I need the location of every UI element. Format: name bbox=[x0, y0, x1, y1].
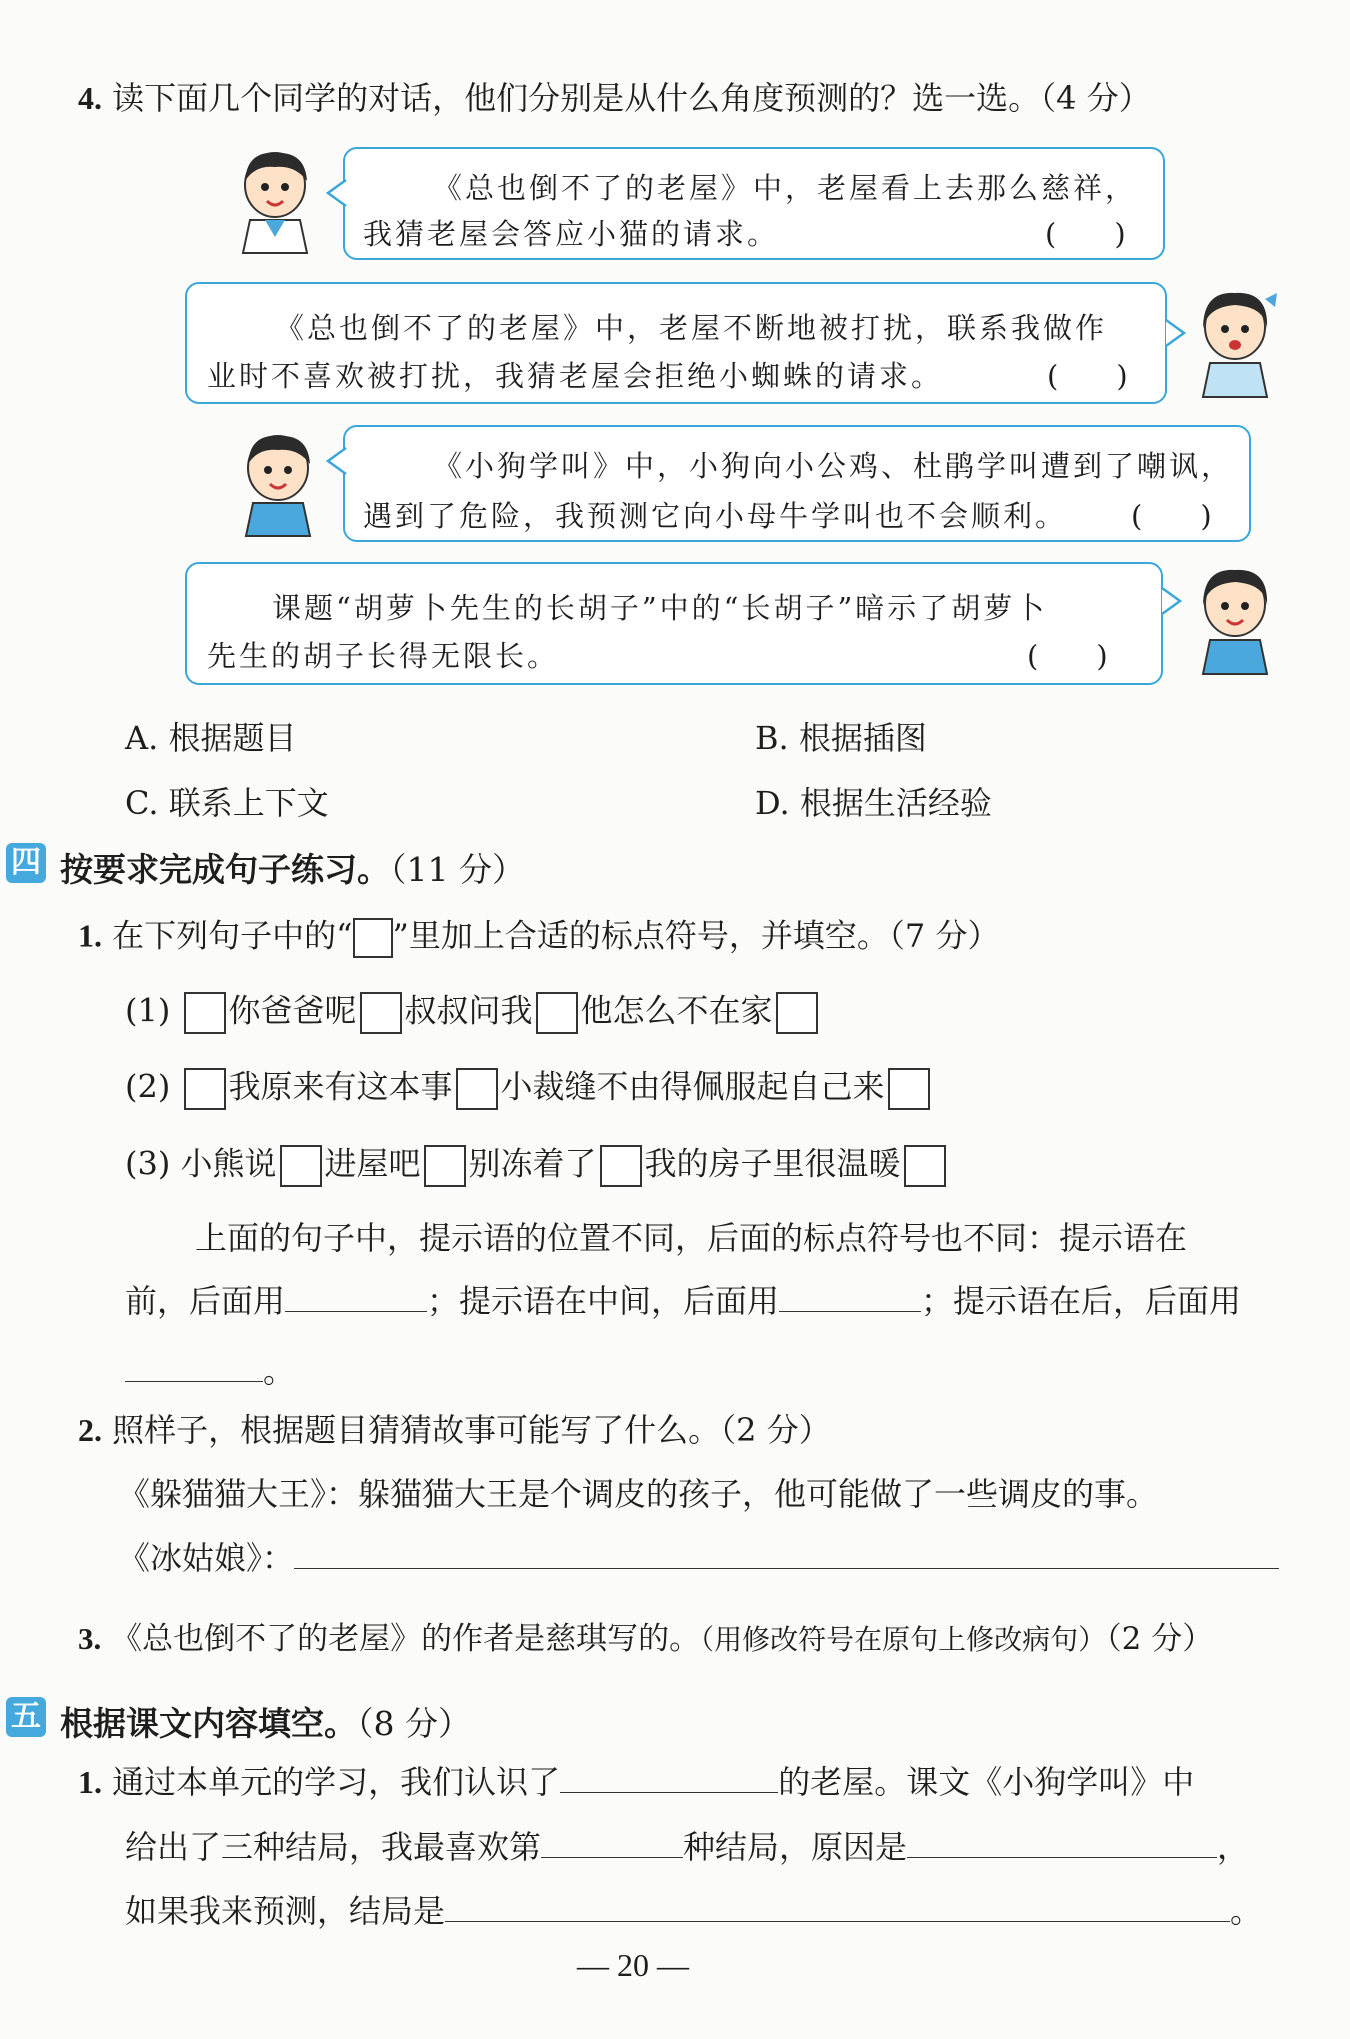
sentence-1-label: (1) bbox=[125, 991, 171, 1030]
sentence-3-part-1: 进屋吧 bbox=[324, 1144, 421, 1183]
option-d: D. 根据生活经验 bbox=[755, 784, 992, 822]
bubble-1-line-2: 我猜老屋会答应小猫的请求。 bbox=[363, 217, 780, 251]
s4-q2-example: 《躲猫猫大王》：躲猫猫大王是个调皮的孩子，他可能做了一些调皮的事。 bbox=[118, 1475, 1159, 1513]
q4-prompt bbox=[78, 79, 1151, 117]
section-4-title: 按要求完成句子练习。 bbox=[60, 850, 390, 889]
bubble-4-tail bbox=[1160, 586, 1182, 616]
dialogue-bubble-1 bbox=[343, 147, 1165, 260]
s4-q3-score: （2 分） bbox=[1106, 1621, 1214, 1657]
bubble-1-line-1: 《总也倒不了的老屋》中，老屋看上去那么慈祥， bbox=[433, 171, 1138, 205]
blank-middle-punct[interactable] bbox=[779, 1311, 921, 1312]
s5-blank-house[interactable] bbox=[560, 1792, 778, 1793]
s4-q2-prompt bbox=[78, 1411, 831, 1449]
dialogue-bubble-4 bbox=[185, 562, 1163, 685]
fill-line-3 bbox=[125, 1352, 296, 1390]
s4-q1-text-post: ”里加上合适的标点符号，并填空。（7 分） bbox=[392, 916, 1000, 955]
sentence-2-label: (2) bbox=[125, 1067, 171, 1106]
sentence-3-label: (3) bbox=[125, 1144, 171, 1183]
bubble-2-tail bbox=[1164, 318, 1186, 348]
bubble-3-line-1: 《小狗学叫》中，小狗向小公鸡、杜鹃学叫遭到了嘲讽， bbox=[433, 449, 1234, 483]
punct-box-1-2[interactable] bbox=[360, 992, 402, 1034]
sentence-3-part-0: 小熊说 bbox=[180, 1144, 277, 1183]
bubble-3-tail bbox=[326, 446, 348, 476]
bubble-4-line-2: 先生的胡子长得无限长。 bbox=[207, 639, 560, 673]
section-4-score: （11 分） bbox=[390, 850, 525, 889]
option-a: A. 根据题目 bbox=[125, 719, 297, 757]
s5-q1-line-2 bbox=[125, 1828, 1250, 1866]
bubble-4-line-1: 课题“胡萝卜先生的长胡子”中的“长胡子”暗示了胡萝卜 bbox=[272, 591, 1048, 625]
girl-avatar-1 bbox=[1185, 285, 1285, 400]
dialogue-bubble-2 bbox=[185, 282, 1167, 404]
sentence-1 bbox=[125, 992, 821, 1034]
s5-blank-ending-number[interactable] bbox=[541, 1857, 683, 1858]
s5-q1-number: 1. bbox=[78, 1764, 102, 1800]
s5-q1-line-2-part-c: ， bbox=[1217, 1828, 1250, 1866]
punct-box-3-4[interactable] bbox=[904, 1145, 946, 1187]
sentence-1-part-2: 叔叔问我 bbox=[404, 991, 533, 1030]
section-5-title: 根据课文内容填空。 bbox=[60, 1704, 357, 1743]
punct-box-2-2[interactable] bbox=[456, 1068, 498, 1110]
punct-box-2-1[interactable] bbox=[184, 1068, 226, 1110]
s4-q2-number: 2. bbox=[78, 1412, 102, 1448]
sentence-1-part-1: 你爸爸呢 bbox=[228, 991, 357, 1030]
s4-q2-answer-blank[interactable] bbox=[294, 1568, 1279, 1569]
section-4-heading bbox=[60, 844, 525, 891]
s4-q3-number: 3. bbox=[78, 1621, 102, 1656]
boy-avatar-2 bbox=[228, 428, 328, 538]
punct-box-1-1[interactable] bbox=[184, 992, 226, 1034]
punct-box-3-3[interactable] bbox=[600, 1145, 642, 1187]
s5-q1-line-2-part-b: 种结局，原因是 bbox=[683, 1828, 908, 1866]
q4-number: 4. bbox=[78, 80, 102, 116]
s4-q1-number: 1. bbox=[78, 917, 102, 954]
s5-q1-line-2-part-a: 给出了三种结局，我最喜欢第 bbox=[125, 1828, 542, 1866]
blank-after-punct[interactable] bbox=[125, 1381, 263, 1382]
fill-line-2-part-b: ；提示语在中间，后面用 bbox=[427, 1282, 780, 1320]
bubble-1-tail bbox=[326, 178, 348, 208]
s4-q3-prompt bbox=[78, 1623, 1213, 1655]
punct-box-3-1[interactable] bbox=[280, 1145, 322, 1187]
punct-box-2-3[interactable] bbox=[888, 1068, 930, 1110]
dialogue-bubble-3 bbox=[343, 425, 1251, 542]
s5-q1-line-1 bbox=[78, 1763, 1195, 1801]
sentence-1-part-3: 他怎么不在家 bbox=[580, 991, 773, 1030]
bubble-3-line-2: 遇到了危险，我预测它向小母牛学叫也不会顺利。 bbox=[363, 499, 1068, 533]
s4-q3-note: （用修改符号在原句上修改病句） bbox=[700, 1623, 1107, 1656]
s4-q2-answer-line bbox=[118, 1539, 1279, 1577]
fill-line-3-end: 。 bbox=[263, 1352, 296, 1390]
page-number: — 20 — bbox=[577, 1947, 689, 1983]
fill-line-2-part-c: ；提示语在后，后面用 bbox=[921, 1282, 1242, 1320]
punct-box-1-3[interactable] bbox=[536, 992, 578, 1034]
bubble-4-answer-blank[interactable]: ( ) bbox=[1027, 639, 1108, 673]
s5-blank-reason[interactable] bbox=[907, 1857, 1217, 1858]
s4-q1-prompt bbox=[78, 918, 999, 958]
bubble-2-answer-blank[interactable]: ( ) bbox=[1047, 359, 1128, 393]
sentence-3-part-2: 别冻着了 bbox=[468, 1144, 597, 1183]
fill-line-2 bbox=[125, 1282, 1242, 1320]
s5-blank-prediction[interactable] bbox=[445, 1921, 1230, 1922]
fill-line-1: 上面的句子中，提示语的位置不同，后面的标点符号也不同：提示语在 bbox=[195, 1219, 1188, 1257]
boy-avatar-1 bbox=[225, 145, 325, 255]
bubble-2-line-2: 业时不喜欢被打扰，我猜老屋会拒绝小蜘蛛的请求。 bbox=[207, 359, 944, 393]
section-5-heading bbox=[60, 1698, 471, 1745]
bubble-1-answer-blank[interactable]: ( ) bbox=[1045, 217, 1126, 251]
girl-avatar-2 bbox=[1185, 562, 1285, 677]
s4-q1-text-pre: 在下列句子中的“ bbox=[112, 916, 353, 955]
example-box bbox=[353, 918, 393, 958]
q4-text: 读下面几个同学的对话，他们分别是从什么角度预测的？选一选。（4 分） bbox=[112, 79, 1151, 117]
fill-line-2-part-a: 前，后面用 bbox=[125, 1282, 286, 1320]
s4-q3-sentence[interactable]: 《总也倒不了的老屋》的作者是慈琪写的。 bbox=[111, 1621, 701, 1657]
bubble-2-line-1: 《总也倒不了的老屋》中，老屋不断地被打扰，联系我做作 bbox=[275, 311, 1108, 345]
sentence-2-part-2: 小裁缝不由得佩服起自己来 bbox=[500, 1067, 885, 1106]
punct-box-3-2[interactable] bbox=[424, 1145, 466, 1187]
option-b: B. 根据插图 bbox=[755, 719, 927, 757]
option-c: C. 联系上下文 bbox=[125, 784, 329, 822]
s5-q1-line-3-part-a: 如果我来预测，结局是 bbox=[125, 1892, 446, 1930]
sentence-3 bbox=[125, 1145, 949, 1187]
section-5-icon: 五 bbox=[6, 1697, 46, 1737]
sentence-3-part-3: 我的房子里很温暖 bbox=[644, 1144, 901, 1183]
s4-q2-answer-prompt: 《冰姑娘》： bbox=[118, 1539, 295, 1577]
s4-q2-text: 照样子，根据题目猜猜故事可能写了什么。（2 分） bbox=[112, 1411, 831, 1449]
bubble-3-answer-blank[interactable]: ( ) bbox=[1131, 499, 1212, 533]
section-5-score: （8 分） bbox=[357, 1704, 471, 1743]
s5-q1-line-3 bbox=[125, 1892, 1263, 1930]
punct-box-1-4[interactable] bbox=[776, 992, 818, 1034]
s5-q1-line-1-part-a: 通过本单元的学习，我们认识了 bbox=[112, 1763, 561, 1801]
blank-before-punct[interactable] bbox=[285, 1311, 427, 1312]
section-4-icon: 四 bbox=[6, 843, 46, 883]
sentence-2-part-1: 我原来有这本事 bbox=[228, 1067, 453, 1106]
s5-q1-line-1-part-b: 的老屋。课文《小狗学叫》中 bbox=[778, 1763, 1195, 1801]
sentence-2 bbox=[125, 1068, 933, 1110]
s5-q1-line-3-part-b: 。 bbox=[1230, 1892, 1263, 1930]
